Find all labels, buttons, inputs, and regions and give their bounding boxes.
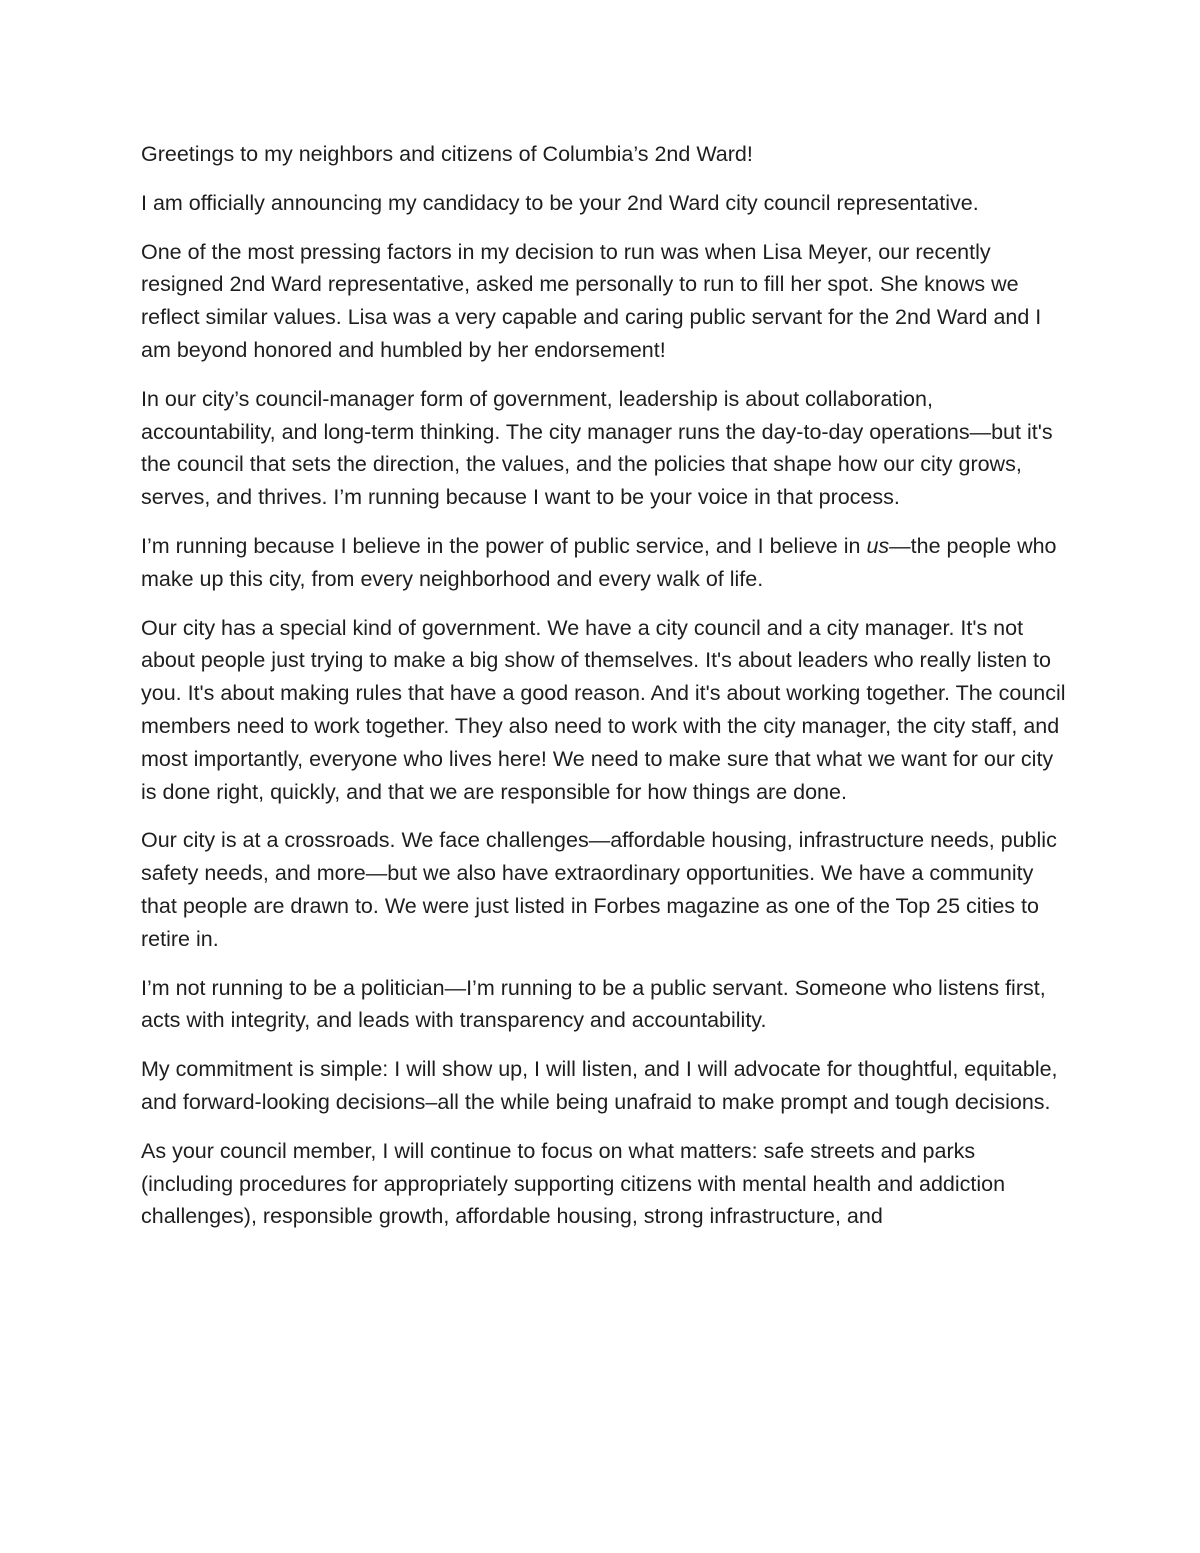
public-service-text-after: —the people who make up this city, from every neighborhood and every walk of life. (141, 533, 1057, 591)
public-service-emphasis: us (866, 533, 890, 558)
paragraph-public-service (141, 530, 1066, 596)
paragraph-endorsement: One of the most pressing factors in my decision to run was when Lisa Meyer, our recently resigned 2nd Ward representative, asked me personally to run to fill her spot. She knows we reflect similar values. Lisa was a very capable and caring public servant for the 2nd Ward and I am beyond honored and humbled by her endorsement! (141, 239, 1042, 362)
paragraph-commitment: My commitment is simple: I will show up, I will listen, and I will advocate for thoughtful, equitable, and forward-looking decisions–all the while being unafraid to make prompt and tough decisions. (141, 1057, 1058, 1114)
paragraph-special-government: Our city has a special kind of government. We have a city council and a city manager. It's not about people just trying to make a big show of themselves. It's about leaders who really listen to you. It's about making rules that have a good reason. And it's about working together. The council members need to work together. They also need to work with the city manager, the city staff, and most importantly, everyone who lives here! We need to make sure that what we want for our city is done right, quickly, and that we are responsible for how things are done. (141, 615, 1066, 804)
paragraph-announcement: I am officially announcing my candidacy to be your 2nd Ward city council representative. (141, 190, 979, 215)
paragraph-crossroads: Our city is at a crossroads. We face challenges—affordable housing, infrastructure needs, public safety needs, and more—but we also have extraordinary opportunities. We have a community that people are drawn to. We were just listed in Forbes magazine as one of the Top 25 cities to retire in. (141, 828, 1057, 951)
paragraph-council-manager: In our city’s council-manager form of government, leadership is about collaboration, accountability, and long-term thinking. The city manager runs the day-to-day operations—but it's the council that sets the direction, the values, and the policies that shape how our city grows, serves, and thrives. I’m running because I want to be your voice in that process. (141, 386, 1053, 510)
letter-body (141, 138, 1066, 1249)
paragraph-focus: As your council member, I will continue to focus on what matters: safe streets and parks (including procedures for appropriately supporting citizens with mental health and addiction challenges), responsible growth, affordable housing, strong infrastructure, and (141, 1138, 1006, 1229)
paragraph-greeting: Greetings to my neighbors and citizens of Columbia’s 2nd Ward! (141, 142, 753, 166)
public-service-text-before: I’m running because I believe in the power of public service, and I believe in (141, 533, 867, 558)
paragraph-public-servant: I’m not running to be a politician—I’m running to be a public servant. Someone who listens first, acts with integrity, and leads with transparency and accountability. (141, 975, 1046, 1033)
